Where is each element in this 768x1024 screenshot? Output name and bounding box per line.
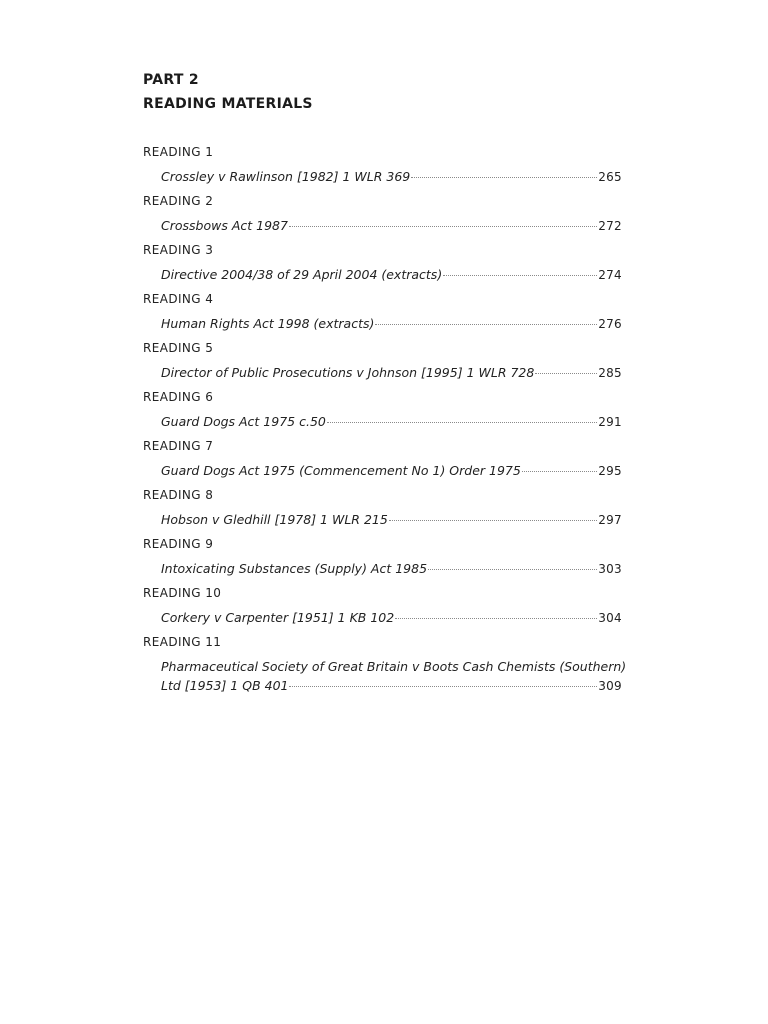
part-number: PART 2 (143, 72, 199, 88)
entry-title: Director of Public Prosecutions v Johnson [1995] 1 WLR 728 (161, 364, 535, 380)
toc-entry[interactable] (161, 606, 622, 631)
reading-9 (143, 532, 622, 581)
dot-leader (375, 324, 597, 325)
page-number: 304 (598, 610, 622, 625)
reading-label: READING 7 (143, 439, 214, 453)
page-number: 272 (598, 218, 622, 233)
reading-1 (143, 140, 622, 189)
reading-label: READING 6 (143, 390, 214, 404)
reading-label: READING 1 (143, 145, 214, 159)
reading-8 (143, 483, 622, 532)
page-number: 285 (598, 365, 622, 380)
dot-leader (411, 177, 597, 178)
page-number: 309 (598, 678, 622, 693)
dot-leader (395, 618, 597, 619)
page-number: 276 (598, 316, 622, 331)
reading-label: READING 9 (143, 537, 214, 551)
dot-leader (522, 471, 597, 472)
dot-leader (289, 226, 597, 227)
dot-leader (535, 373, 597, 374)
page-number: 297 (598, 512, 622, 527)
table-of-contents (143, 140, 627, 695)
toc-entry[interactable] (161, 263, 622, 288)
entry-title: Crossbows Act 1987 (161, 217, 288, 233)
toc-entry[interactable] (161, 165, 622, 190)
toc-entry[interactable] (161, 410, 622, 435)
toc-entry[interactable] (161, 214, 622, 239)
entry-title: Guard Dogs Act 1975 c.50 (161, 413, 326, 429)
reading-label: READING 8 (143, 488, 214, 502)
reading-11 (143, 630, 627, 695)
entry-title-line-2: Ltd [1953] 1 QB 401 (161, 677, 289, 693)
toc-page (143, 68, 627, 695)
toc-entry[interactable] (161, 508, 622, 533)
dot-leader (428, 569, 597, 570)
entry-title-line-1: Pharmaceutical Society of Great Britain v Boots Cash Chemists (Southern) (161, 658, 627, 674)
dot-leader (289, 686, 597, 687)
entry-title: Intoxicating Substances (Supply) Act 1985 (161, 560, 428, 576)
reading-label: READING 10 (143, 586, 222, 600)
dot-leader (327, 422, 597, 423)
page-number: 274 (598, 267, 622, 282)
toc-entry[interactable] (161, 361, 622, 386)
reading-7 (143, 434, 622, 483)
toc-entry[interactable] (161, 312, 622, 337)
page-number: 265 (598, 169, 622, 184)
reading-2 (143, 189, 622, 238)
entry-title: Corkery v Carpenter [1951] 1 KB 102 (161, 609, 395, 625)
reading-label: READING 11 (143, 635, 222, 649)
reading-6 (143, 385, 622, 434)
dot-leader (389, 520, 597, 521)
reading-label: READING 4 (143, 292, 214, 306)
entry-title: Directive 2004/38 of 29 April 2004 (extracts) (161, 266, 443, 282)
entry-title: Human Rights Act 1998 (extracts) (161, 315, 375, 331)
reading-label: READING 5 (143, 341, 214, 355)
toc-entry[interactable] (161, 459, 622, 484)
page-number: 291 (598, 414, 622, 429)
reading-10 (143, 581, 622, 630)
toc-entry[interactable] (161, 557, 622, 582)
entry-title: Guard Dogs Act 1975 (Commencement No 1) Order 1975 (161, 462, 521, 478)
reading-4 (143, 287, 622, 336)
reading-3 (143, 238, 622, 287)
toc-entry[interactable] (161, 655, 627, 695)
part-title: READING MATERIALS (143, 96, 313, 112)
reading-5 (143, 336, 622, 385)
page-number: 303 (598, 561, 622, 576)
page-number: 295 (598, 463, 622, 478)
reading-label: READING 2 (143, 194, 214, 208)
dot-leader (443, 275, 597, 276)
reading-label: READING 3 (143, 243, 214, 257)
entry-title: Crossley v Rawlinson [1982] 1 WLR 369 (161, 168, 411, 184)
entry-title: Hobson v Gledhill [1978] 1 WLR 215 (161, 511, 388, 527)
